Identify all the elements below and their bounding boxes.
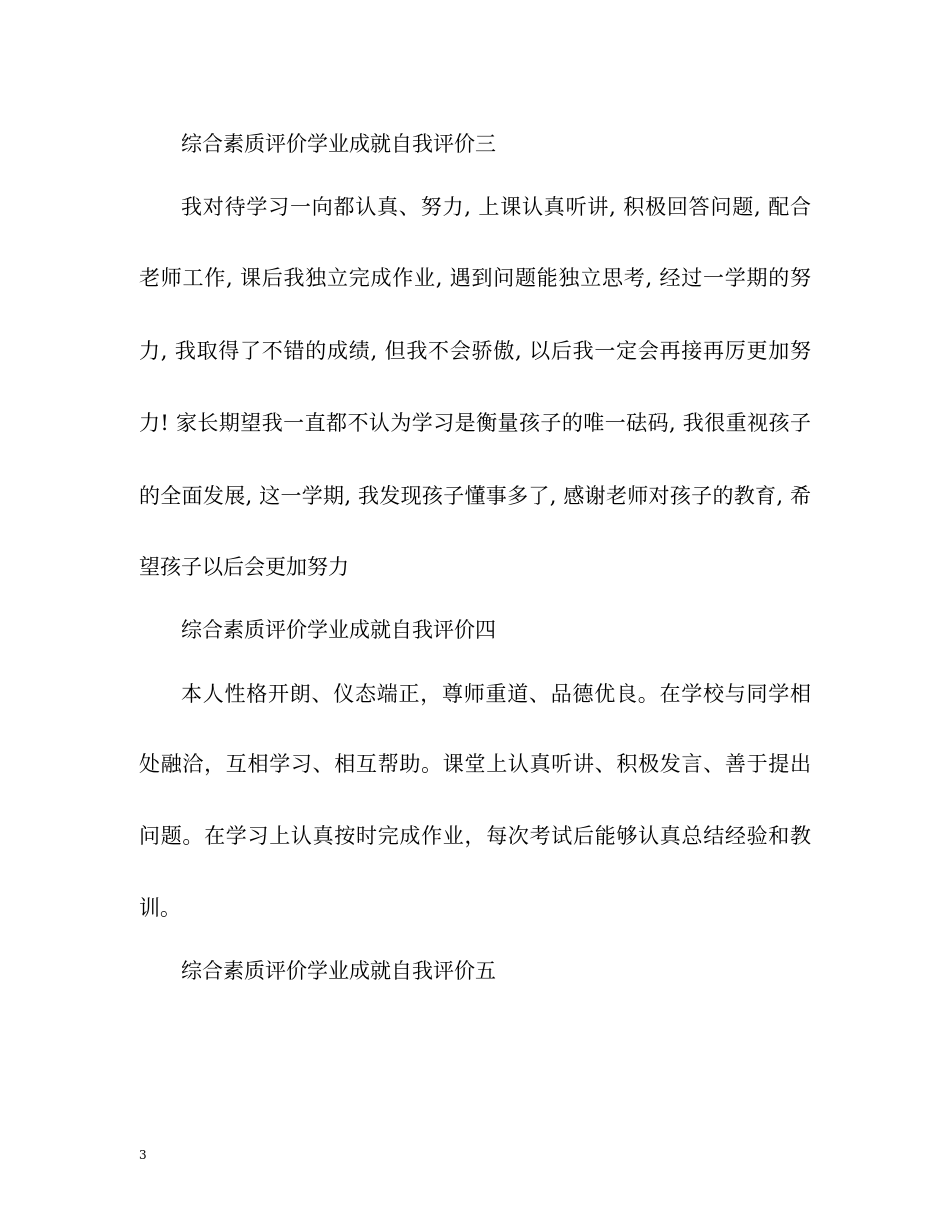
section-heading-5: 综合素质评价学业成就自我评价五 xyxy=(181,959,496,983)
section-heading-3: 综合素质评价学业成就自我评价三 xyxy=(181,132,496,156)
paragraph-line: 的全面发展, 这一学期, 我发现孩子懂事多了, 感谢老师对孩子的教育, 希 xyxy=(139,484,811,508)
paragraph-line: 力! 家长期望我一直都不认为学习是衡量孩子的唯一砝码, 我很重视孩子 xyxy=(139,411,811,435)
paragraph-line: 我对待学习一向都认真、努力, 上课认真听讲, 积极回答问题, 配合 xyxy=(181,195,811,219)
paragraph-line: 处融洽，互相学习、相互帮助。课堂上认真听讲、积极发言、善于提出 xyxy=(139,752,811,776)
paragraph-line: 望孩子以后会更加努力 xyxy=(139,555,349,579)
page-number: 3 xyxy=(139,1148,147,1162)
paragraph-line: 本人性格开朗、仪态端正，尊师重道、品德优良。在学校与同学相 xyxy=(181,682,811,706)
paragraph-line: 老师工作, 课后我独立完成作业, 遇到问题能独立思考, 经过一学期的努 xyxy=(139,266,811,290)
paragraph-line: 力, 我取得了不错的成绩, 但我不会骄傲, 以后我一定会再接再厉更加努 xyxy=(139,339,811,363)
paragraph-line: 训。 xyxy=(139,896,181,920)
section-heading-4: 综合素质评价学业成就自我评价四 xyxy=(181,618,496,642)
paragraph-line: 问题。在学习上认真按时完成作业，每次考试后能够认真总结经验和教 xyxy=(139,824,811,848)
